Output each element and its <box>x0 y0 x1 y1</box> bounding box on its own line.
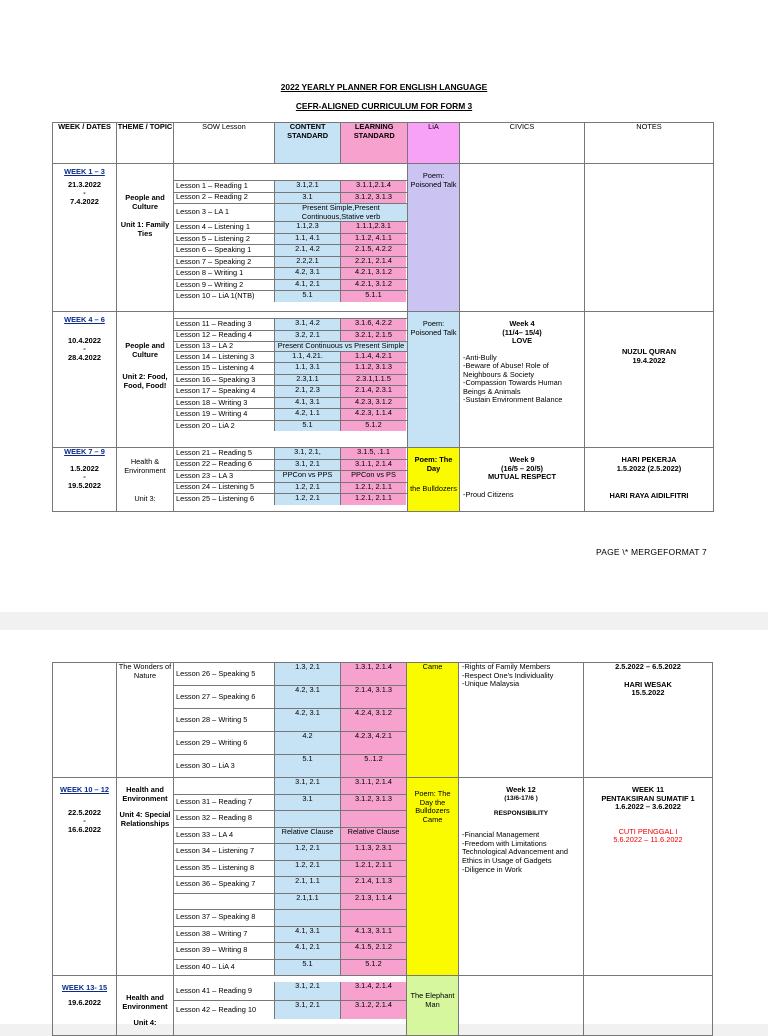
learning-standard: 5.1.1 <box>340 291 406 302</box>
learning-standard: 2.3.1,1.1.5 <box>340 375 406 386</box>
lesson-name: Lesson 11 – Reading 3 <box>176 319 252 328</box>
content-standard: 3.1 <box>274 193 340 204</box>
content-standard: 1.2, 2.1 <box>274 494 340 505</box>
notes-line-3: 1.6.2022 – 3.6.2022 <box>615 802 681 812</box>
learning-standard: 3.1.5, .1.1 <box>340 448 406 459</box>
lesson-name: Lesson 12 – Reading 4 <box>176 331 253 340</box>
week-end: 16.6.2022 <box>68 824 101 834</box>
lesson-name: Lesson 22 – Reading 6 <box>176 460 253 469</box>
lia-cell <box>408 312 460 448</box>
lesson-row <box>174 448 407 460</box>
lesson-row <box>174 1001 406 1019</box>
notes-line-5: 5.6.2022 – 11.6.2022 <box>613 835 683 845</box>
civics-value: LOVE <box>511 336 533 346</box>
content-standard: PPCon vs PPS <box>274 471 340 482</box>
notes-line-2: HARI WESAK <box>624 679 672 689</box>
learning-standard: 4.1.3, 3.1.1 <box>340 927 406 943</box>
lesson-name: Lesson 35 – Listening 8 <box>176 863 255 872</box>
week-cell <box>53 778 117 976</box>
learning-standard: 1.1.2, 3.1.3 <box>340 363 406 374</box>
lia-text-2: the Bulldozers <box>410 484 457 494</box>
unit-name: Unit 2: Food, Food, Food! <box>122 372 168 390</box>
week-cell <box>53 448 117 512</box>
week-label: WEEK 10 – 12 <box>60 785 109 794</box>
civics-week: Week 4 <box>509 319 535 328</box>
lesson-row <box>174 363 407 375</box>
lessons-cell <box>174 663 407 778</box>
learning-standard: 2.1.4, 2.3.1 <box>340 386 406 397</box>
civics-list <box>462 663 580 689</box>
learning-standard: 2.1.4, 3.1.3 <box>340 686 406 708</box>
table-row <box>53 312 714 448</box>
lesson-list <box>174 318 407 431</box>
lesson-name: Lesson 18 – Writing 3 <box>176 398 248 407</box>
week-start: 1.5.2022 <box>70 463 99 473</box>
civics-item: -Financial Management <box>462 830 540 840</box>
learning-standard: 3.1.2, 3.1.3 <box>340 193 406 204</box>
header-week: WEEK / DATES <box>53 123 117 164</box>
learning-standard: 4.2.3, 1.1.4 <box>340 409 406 420</box>
civics-item: -Beware of Abuse! Role of Neighbours & Society <box>463 361 549 379</box>
lia-text: Poem: The Day the Bulldozers Came <box>414 789 451 824</box>
lessons-cell <box>174 778 407 976</box>
civics-cell <box>460 164 585 312</box>
notes-line-1: 2.5.2022 – 6.5.2022 <box>615 662 681 671</box>
learning-standard: 1.1.1,2.3.1 <box>340 222 406 233</box>
planner-title: 2022 YEARLY PLANNER FOR ENGLISH LANGUAGE <box>280 82 488 92</box>
week-start: 19.6.2022 <box>68 997 101 1007</box>
learning-standard: 3.1.4, 2.1.4 <box>340 982 406 1000</box>
notes-line-1: HARI PEKERJA <box>621 455 677 464</box>
learning-standard <box>340 811 406 827</box>
week-cell <box>53 663 117 778</box>
lessons-cell <box>174 976 407 1036</box>
notes-cell <box>585 164 714 312</box>
learning-standard: 4.1.5, 2.1.2 <box>340 943 406 959</box>
lia-text: Poem: Poisoned Talk <box>410 319 457 337</box>
unit-name: Unit 1: Family Ties <box>120 220 170 238</box>
lesson-row <box>174 927 406 944</box>
theme-cell <box>117 663 174 778</box>
lia-cell <box>407 778 459 976</box>
content-standard: 1.2, 2.1 <box>274 483 340 494</box>
content-standard: 2.1, 1.1 <box>274 877 340 893</box>
content-standard <box>274 910 340 926</box>
theme-name: The Wonders of Nature <box>118 662 172 680</box>
lesson-row <box>174 245 407 257</box>
lesson-name: Lesson 31 – Reading 7 <box>176 797 253 806</box>
content-standard: 4.2, 3.1 <box>274 686 340 708</box>
content-standard: 1.2, 2.1 <box>274 861 340 877</box>
week-label: WEEK 4 – 6 <box>64 315 105 324</box>
page-2 <box>0 630 768 1028</box>
header-lia: LiA <box>408 123 460 164</box>
week-end: 19.5.2022 <box>68 480 101 490</box>
learning-standard: 2.1.4, 1.1.3 <box>340 877 406 893</box>
header-notes: NOTES <box>585 123 714 164</box>
lesson-name: Lesson 9 – Writing 2 <box>176 280 244 289</box>
lia-text: Poem: Poisoned Talk <box>410 171 457 189</box>
lesson-name: Lesson 41 – Reading 9 <box>176 986 253 995</box>
lesson-name: Lesson 15 – Listening 4 <box>176 364 255 372</box>
lessons-cell <box>174 164 408 312</box>
civics-item: -Freedom with Limitations <box>462 838 547 848</box>
civics-item: -Diligence in Work <box>462 864 522 874</box>
lesson-name: Lesson 39 – Writing 8 <box>176 946 248 955</box>
content-standard: 5.1 <box>274 960 340 976</box>
lesson-row <box>174 844 406 861</box>
civics-value: RESPONSIBILITY <box>493 809 549 817</box>
unit-name: Unit 3: <box>134 494 156 504</box>
notes-line-1: WEEK 11 <box>631 785 665 794</box>
lesson-name: Lesson 19 – Writing 4 <box>176 410 248 418</box>
content-standard: 4.1, 3.1 <box>274 398 340 409</box>
learning-standard: 5.1.2 <box>340 960 406 976</box>
week-label: WEEK 1 – 3 <box>64 167 105 176</box>
theme-cell <box>117 164 174 312</box>
content-standard: 3.1, 2.1 <box>274 1001 340 1019</box>
theme-name: Health and Environment <box>122 785 168 803</box>
lesson-row <box>174 319 407 331</box>
date-dash: - <box>83 816 86 826</box>
learning-standard: 1.1.2, 4.1.1 <box>340 234 406 245</box>
content-standard: 2.3,1.1 <box>274 375 340 386</box>
lesson-name: Lesson 13 – LA 2 <box>176 342 234 350</box>
content-standard: 4.1, 2.1 <box>274 280 340 291</box>
learning-standard: 4.2.1, 3.1.2 <box>340 268 406 279</box>
content-standard: 4.2, 3.1 <box>274 268 340 279</box>
week-start: 22.5.2022 <box>68 807 101 817</box>
content-standard: 5.1 <box>274 291 340 302</box>
page-footer: PAGE \* MERGEFORMAT 7 <box>596 547 707 557</box>
date-dash: - <box>83 188 86 198</box>
learning-standard: 4.2.3, 4.2.1 <box>340 732 406 754</box>
lesson-name: Lesson 28 – Writing 5 <box>176 715 248 724</box>
notes-line-4: CUTI PENGGAL I <box>618 826 678 836</box>
content-standard: 1.1, 4.21. <box>274 352 340 363</box>
learning-standard: 5.1.2 <box>340 421 406 432</box>
civics-dates: (11/4– 15/4) <box>502 327 542 337</box>
notes-cell <box>584 778 713 976</box>
content-standard: 1.3, 2.1 <box>274 663 340 685</box>
lesson-row <box>174 910 406 927</box>
week-start: 21.3.2022 <box>68 179 101 189</box>
week-end: 28.4.2022 <box>68 352 101 362</box>
lesson-list <box>174 982 406 1019</box>
learning-standard: 1.2.1, 2.1.1 <box>340 494 406 505</box>
lesson-name: Lesson 3 – LA 1 <box>176 208 230 217</box>
content-standard: 3.1, 2.1 <box>274 982 340 1000</box>
civics-item: -Anti-Bully <box>463 352 497 362</box>
lesson-row <box>174 181 407 193</box>
lessons-cell <box>174 312 408 448</box>
notes-line-3: HARI RAYA AIDILFITRI <box>609 491 689 501</box>
table-row <box>53 663 713 778</box>
lesson-row <box>174 732 406 755</box>
table-row <box>53 976 713 1036</box>
header-sow: SOW Lesson <box>174 123 275 164</box>
table-header-row <box>53 123 714 164</box>
lia-text: Came <box>422 662 443 671</box>
lesson-list <box>174 778 406 975</box>
civics-item: -Proud Citizens <box>463 489 514 499</box>
learning-standard: 3.1.1, 2.1.4 <box>340 778 406 794</box>
civics-item: Technological Advancement and Ethics in Usage of Gadgets <box>462 847 569 865</box>
civics-week: Week 9 <box>509 455 535 464</box>
lesson-name: Lesson 17 – Speaking 4 <box>176 387 256 395</box>
content-standard: 1.1, 4.1 <box>274 234 340 245</box>
content-standard: 3.1, 2.1, <box>274 448 340 459</box>
learning-standard: 4.2.3, 3.1.2 <box>340 398 406 409</box>
lesson-row <box>174 268 407 280</box>
lesson-row <box>174 471 407 483</box>
lesson-row <box>174 409 407 421</box>
content-standard: 2.1, 2.3 <box>274 386 340 397</box>
lesson-name: Lesson 25 – Listening 6 <box>176 494 255 503</box>
lesson-name: Lesson 10 – LiA 1(NTB) <box>176 292 255 301</box>
civics-list <box>462 831 580 874</box>
notes-cell <box>584 663 713 778</box>
lia-text: The Elephant Man <box>410 991 455 1009</box>
civics-item: -Rights of Family Members <box>462 662 551 671</box>
lesson-row <box>174 222 407 234</box>
lesson-name: Lesson 27 – Speaking 6 <box>176 692 256 701</box>
header-theme: THEME / TOPIC <box>117 123 174 164</box>
planner-table-1 <box>52 122 714 512</box>
content-standard: 4.2 <box>274 732 340 754</box>
learning-standard: 3.1.1,2.1.4 <box>340 181 406 192</box>
content-standard: 2.1, 4.2 <box>274 245 340 256</box>
lesson-row <box>174 494 407 505</box>
learning-standard: 4.2.4, 3.1.2 <box>340 709 406 731</box>
civics-dates: (16/5 – 20/5) <box>501 463 543 473</box>
learning-standard: 1.2.1, 2.1.1 <box>340 861 406 877</box>
lesson-row <box>174 943 406 960</box>
lesson-row <box>174 811 406 828</box>
lesson-name: Lesson 33 – LA 4 <box>176 830 234 839</box>
lesson-name: Lesson 29 – Writing 6 <box>176 738 248 747</box>
learning-standard: 2.1.5, 4.2.2 <box>340 245 406 256</box>
lesson-row <box>174 894 406 911</box>
date-dash: - <box>83 344 86 354</box>
theme-name: People and Culture <box>125 341 165 359</box>
lesson-row <box>174 982 406 1001</box>
lesson-row <box>174 795 406 812</box>
lesson-row <box>174 709 406 732</box>
content-standard: 3.1, 4.2 <box>274 319 340 330</box>
lesson-row <box>174 877 406 894</box>
lesson-row <box>174 778 406 795</box>
civics-item: -Compassion Towards Human Beings & Animals <box>463 378 562 396</box>
content-standard: 5.1 <box>274 421 340 432</box>
grammar-focus: Present Simple,Present Continuous,Stative verb <box>274 204 407 221</box>
lesson-row <box>174 828 406 845</box>
notes-line-2: PENTAKSIRAN SUMATIF 1 <box>601 793 695 803</box>
lesson-name: Lesson 26 – Speaking 5 <box>176 669 256 678</box>
learning-standard: Relative Clause <box>340 828 406 844</box>
lia-cell <box>408 448 460 512</box>
week-cell <box>53 164 117 312</box>
planner-table-2 <box>52 662 713 1036</box>
content-standard: 3.1,2.1 <box>274 181 340 192</box>
lesson-name: Lesson 6 – Speaking 1 <box>176 246 252 255</box>
learning-standard: 3.1.2, 2.1.4 <box>340 1001 406 1019</box>
lesson-name: Lesson 23 – LA 3 <box>176 471 234 480</box>
content-standard: 4.1, 2.1 <box>274 943 340 959</box>
civics-cell <box>460 312 585 448</box>
lesson-name: Lesson 34 – Listening 7 <box>176 847 255 856</box>
lesson-row <box>174 663 406 686</box>
lesson-name: Lesson 36 – Speaking 7 <box>176 880 256 889</box>
civics-item: -Respect One's Individuality <box>462 670 554 680</box>
week-end: 7.4.2022 <box>70 196 99 206</box>
notes-date: 19.4.2022 <box>632 355 666 365</box>
header-content-standard: CONTENT STANDARD <box>274 123 341 164</box>
lesson-name: Lesson 4 – Listening 1 <box>176 223 250 232</box>
content-standard: Relative Clause <box>274 828 340 844</box>
learning-standard <box>340 910 406 926</box>
civics-list <box>463 354 581 405</box>
learning-standard: 2.2.1, 2.1.4 <box>340 257 406 268</box>
lesson-row <box>174 686 406 709</box>
lesson-name: Lesson 32 – Reading 8 <box>176 814 253 823</box>
lesson-name: Lesson 2 – Reading 2 <box>176 193 248 202</box>
lesson-name: Lesson 21 – Reading 5 <box>176 448 253 457</box>
learning-standard: 4.2.1, 3.1.2 <box>340 280 406 291</box>
notes-cell <box>584 976 713 1036</box>
lesson-name: Lesson 1 – Reading 1 <box>176 181 248 190</box>
civics-value: MUTUAL RESPECT <box>487 472 557 482</box>
learning-standard: 3.1.1, 2.1.4 <box>340 460 406 471</box>
learning-standard: 1.3.1, 2.1.4 <box>340 663 406 685</box>
learning-standard: 1.2.1, 2.1.1 <box>340 483 406 494</box>
lia-cell <box>407 976 459 1036</box>
lesson-row <box>174 960 406 976</box>
page-gap <box>0 612 768 630</box>
header-civics: CIVICS <box>460 123 585 164</box>
civics-item: -Sustain Environment Balance <box>463 395 563 405</box>
table-row <box>53 164 714 312</box>
notes-title: NUZUL QURAN <box>621 347 677 356</box>
lesson-name: Lesson 24 – Listening 5 <box>176 483 255 492</box>
lesson-name: Lesson 14 – Listening 3 <box>176 352 255 361</box>
content-standard <box>274 811 340 827</box>
date-dash: - <box>83 472 86 482</box>
content-standard: 3.1, 2.1 <box>274 460 340 471</box>
grammar-focus: Present Continuous vs Present Simple <box>274 342 407 351</box>
table-row <box>53 778 713 976</box>
lesson-row <box>174 204 407 222</box>
lia-cell <box>408 164 460 312</box>
lesson-name: Lesson 38 – Writing 7 <box>176 929 248 938</box>
lesson-name: Lesson 16 – Speaking 3 <box>176 375 256 384</box>
lesson-list <box>174 663 406 777</box>
lia-text: Poem: The Day <box>414 455 453 473</box>
lia-cell <box>407 663 459 778</box>
content-standard: 1.1,2.3 <box>274 222 340 233</box>
content-standard: 4.2, 3.1 <box>274 709 340 731</box>
learning-standard: 3.2.1, 2.1.5 <box>340 331 406 342</box>
week-cell <box>53 312 117 448</box>
notes-line-3: 15.5.2022 <box>631 688 665 698</box>
lesson-row <box>174 421 407 432</box>
content-standard: 2.1,1.1 <box>274 894 340 910</box>
civics-cell <box>459 976 584 1036</box>
learning-standard: 3.1.6, 4.2.2 <box>340 319 406 330</box>
week-label: WEEK 13- 15 <box>61 983 108 992</box>
header-learning-standard: LEARNING STANDARD <box>341 123 408 164</box>
content-standard: 4.1, 3.1 <box>274 927 340 943</box>
content-standard: 4.2, 1.1 <box>274 409 340 420</box>
lessons-cell <box>174 448 408 512</box>
lesson-list <box>174 180 407 302</box>
learning-standard: 1.1.4, 4.2.1 <box>340 352 406 363</box>
lesson-name: Lesson 5 – Listening 2 <box>176 234 250 243</box>
theme-name: Health and Environment <box>122 993 168 1011</box>
learning-standard: 3.1.2, 3.1.3 <box>340 795 406 811</box>
unit-name: Unit 4: Special Relationships <box>119 810 171 828</box>
lesson-row <box>174 755 406 777</box>
theme-name: People and Culture <box>125 193 165 211</box>
content-standard: 1.1, 3.1 <box>274 363 340 374</box>
theme-cell <box>117 976 174 1036</box>
unit-name: Unit 4: <box>133 1018 157 1028</box>
theme-cell <box>117 312 174 448</box>
theme-cell <box>117 778 174 976</box>
civics-item: -Unique Malaysia <box>462 679 520 689</box>
content-standard: 3.1 <box>274 795 340 811</box>
learning-standard: 2.1.3, 1.1.4 <box>340 894 406 910</box>
notes-cell <box>585 312 714 448</box>
civics-dates: (13/6-17/6 ) <box>504 794 538 802</box>
table-row <box>53 448 714 512</box>
learning-standard: 1.1.3, 2.3.1 <box>340 844 406 860</box>
content-standard: 5.1 <box>274 755 340 777</box>
theme-cell <box>117 448 174 512</box>
lesson-row <box>174 861 406 878</box>
content-standard: 1.2, 2.1 <box>274 844 340 860</box>
content-standard: 3.1, 2.1 <box>274 778 340 794</box>
lesson-name: Lesson 7 – Speaking 2 <box>176 257 252 266</box>
civics-week: Week 12 <box>506 785 536 794</box>
content-standard: 3.2, 2.1 <box>274 331 340 342</box>
lesson-list <box>174 448 407 505</box>
civics-cell <box>460 448 585 512</box>
lesson-name: Lesson 30 – LiA 3 <box>176 761 235 770</box>
lesson-name: Lesson 8 – Writing 1 <box>176 269 244 278</box>
notes-line-2: 1.5.2022 (2.5.2022) <box>616 463 682 473</box>
week-cell <box>53 976 117 1036</box>
theme-name: Health & Environment <box>124 457 166 475</box>
lesson-name: Lesson 37 – Speaking 8 <box>176 913 256 922</box>
lesson-row <box>174 291 407 302</box>
lesson-name: Lesson 40 – LiA 4 <box>176 962 235 971</box>
civics-cell <box>459 778 584 976</box>
civics-cell <box>459 663 584 778</box>
lesson-name: Lesson 20 – LiA 2 <box>176 421 235 430</box>
lesson-row <box>174 386 407 398</box>
week-label: WEEK 7 – 9 <box>64 447 105 456</box>
content-standard: 2.2,2.1 <box>274 257 340 268</box>
learning-standard: 5..1.2 <box>340 755 406 777</box>
planner-subtitle: CEFR-ALIGNED CURRICULUM FOR FORM 3 <box>295 101 473 111</box>
lesson-name: Lesson 42 – Reading 10 <box>176 1005 257 1014</box>
notes-cell <box>585 448 714 512</box>
learning-standard: PPCon vs PS <box>340 471 406 482</box>
week-start: 10.4.2022 <box>68 335 101 345</box>
